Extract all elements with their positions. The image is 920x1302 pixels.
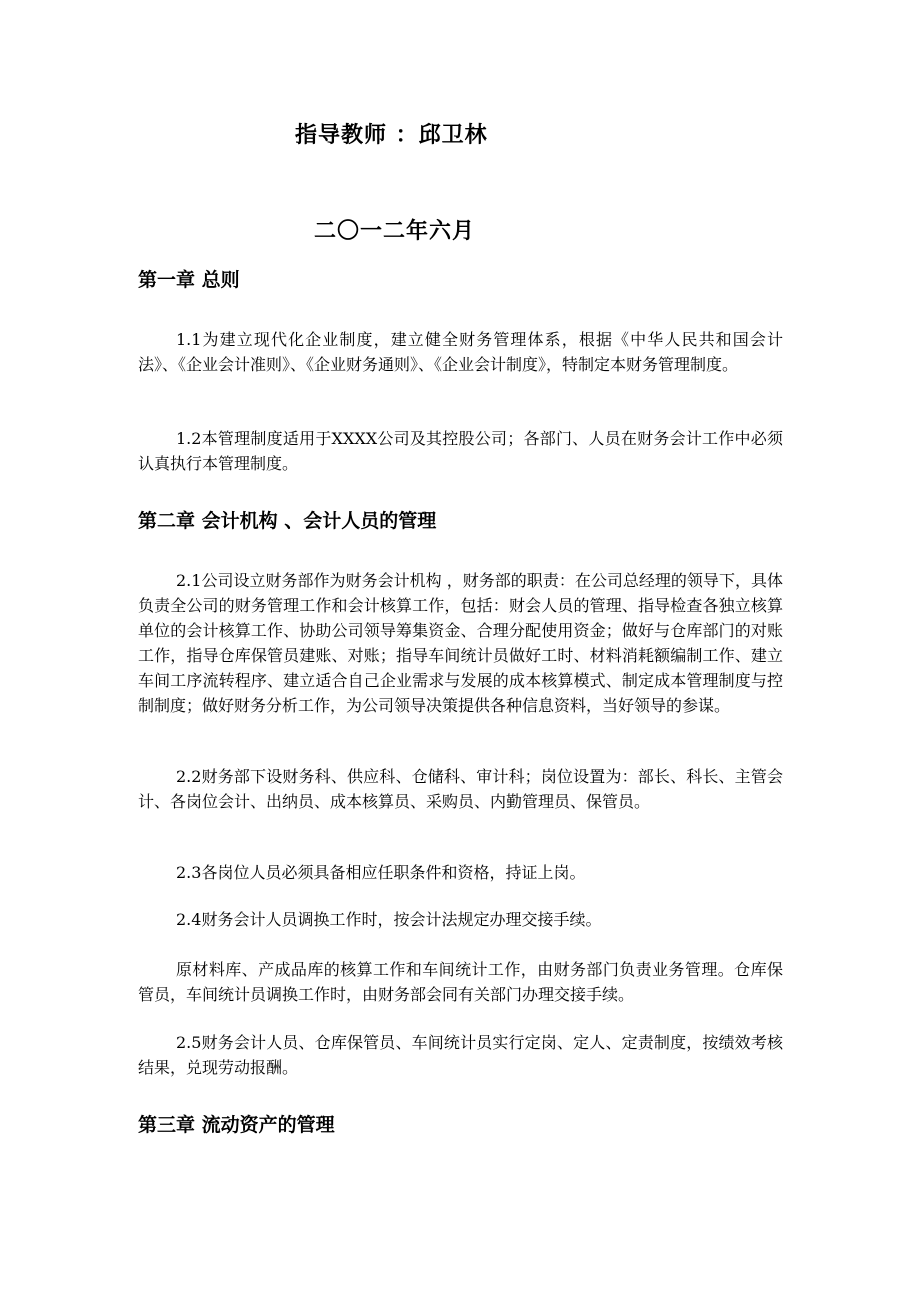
advisor-line: 指导教师 ：邱卫林	[295, 123, 488, 148]
chapter-1-heading: 第一章 总则	[138, 269, 240, 291]
date-line: 二〇一二年六月	[314, 219, 476, 244]
paragraph-2-4: 2.4财务会计人员调换工作时，按会计法规定办理交接手续。	[176, 910, 602, 929]
paragraph-2-3: 2.3各岗位人员必须具备相应任职条件和资格，持证上岗。	[176, 863, 586, 882]
paragraph-2-2: 2.2财务部下设财务科、供应科、仓储科、审计科；岗位设置为：部长、科长、主管会计、各岗位会计、出纳员、成本核算员、采购员、内勤管理员、保管员。	[138, 767, 783, 811]
paragraph-2-4-note: 原材料库、产成品库的核算工作和车间统计工作，由财务部门负责业务管理。仓库保管员，车间统计员调换工作时，由财务部会同有关部门办理交接手续。	[138, 960, 783, 1004]
paragraph-1-1: 1.1为建立现代化企业制度，建立健全财务管理体系，根据《中华人民共和国会计法》、《企业会计准则》、《企业财务通则》、《企业会计制度》，特制定本财务管理制度。	[138, 330, 783, 374]
chapter-2-heading: 第二章 会计机构 、会计人员的管理	[138, 510, 437, 532]
paragraph-1-2: 1.2本管理制度适用于XXXX公司及其控股公司；各部门、人员在财务会计工作中必须认真执行本管理制度。	[138, 429, 783, 473]
paragraph-2-5: 2.5财务会计人员、仓库保管员、车间统计员实行定岗、定人、定责制度，按绩效考核结果，兑现劳动报酬。	[138, 1033, 783, 1077]
paragraph-2-1: 2.1公司设立财务部作为财务会计机构 ，财务部的职责：在公司总经理的领导下，具体负责全公司的财务管理工作和会计核算工作，包括：财会人员的管理、指导检查各独立核算单位的会计核算工作、协助公司领导筹集资金、合理分配使用资金；做好与仓库部门的对账工作，指导仓库保管员建账、对账；指导车间统计员做好工时、材料消耗额编制工作、建立车间工序流转程序、建立适合自己企业需求与发展的成本核算模式、制定成本管理制度与控制制度；做好财务分析工作，为公司领导决策提供各种信息资料，当好领导的参谋。	[138, 571, 783, 715]
chapter-3-heading: 第三章 流动资产的管理	[138, 1114, 335, 1136]
